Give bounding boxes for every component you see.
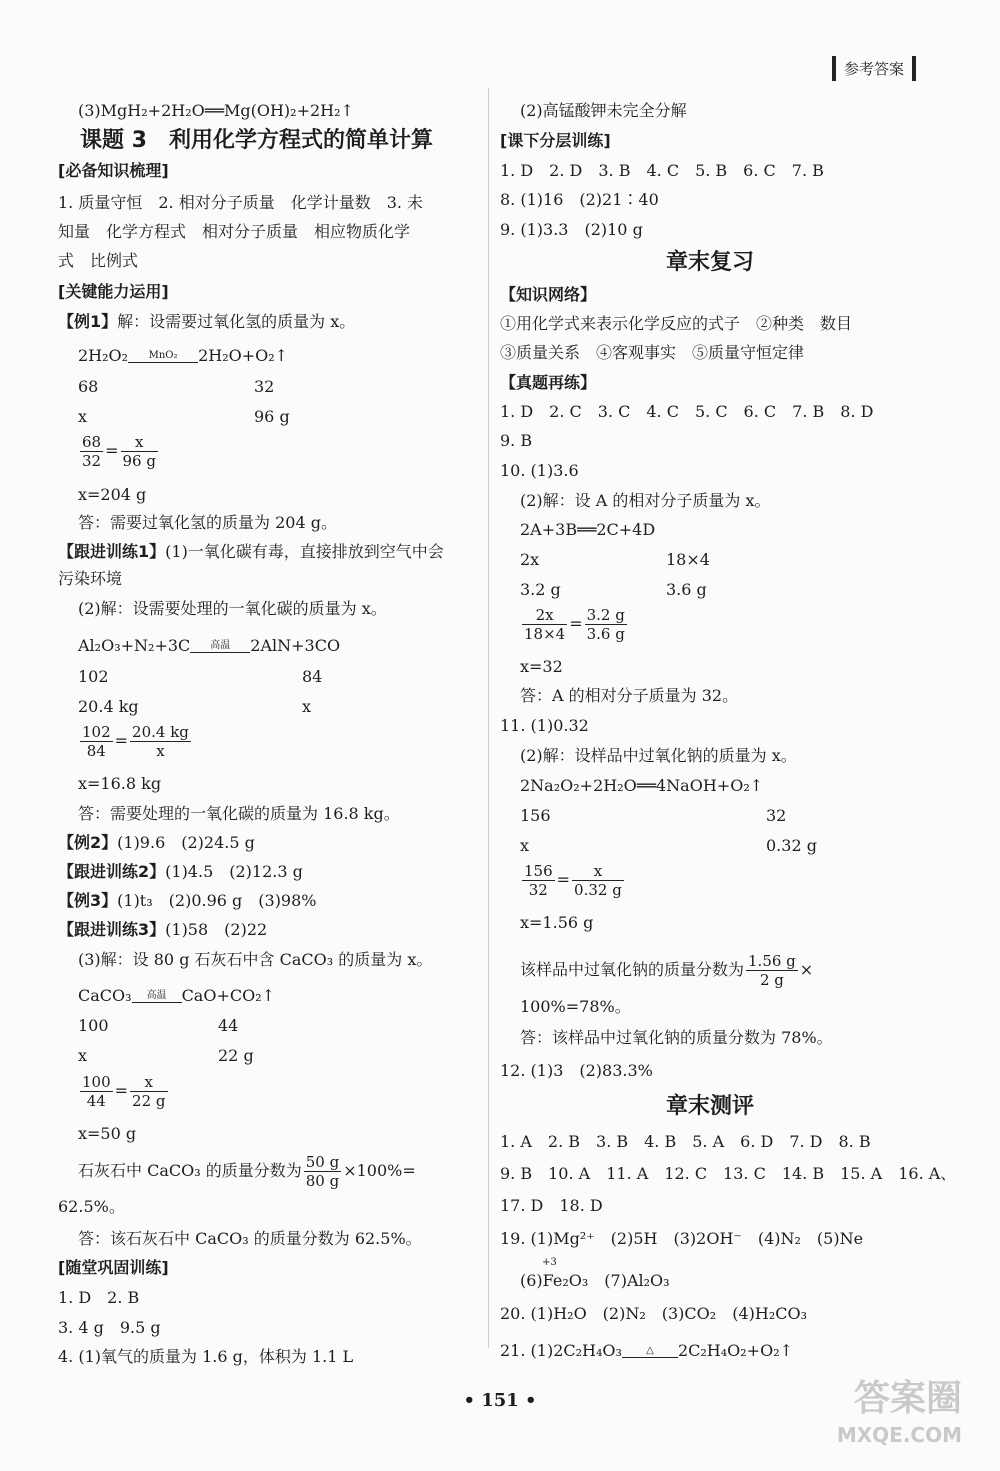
answer: 答：该样品中过氧化钠的质量分数为 78%。 — [520, 1028, 833, 1047]
text-line: (6)Fe₂O₃ (7)Al₂O₃ — [520, 1271, 670, 1290]
text-line: (2)解：设需要处理的一氧化碳的质量为 x。 — [78, 599, 387, 618]
chapter-title: 章末复习 — [665, 250, 754, 275]
text-line: 12. (1)3 (2)83.3% — [500, 1061, 653, 1080]
text-line: 9. B 10. A 11. A 12. C 13. C 14. B 15. A 16. A、 — [500, 1164, 957, 1183]
ratio-row — [78, 376, 98, 398]
fraction: $\frac{50 g}{80 g}$ — [305, 1153, 340, 1190]
text-line: 4. (1)氧气的质量为 1.6 g，体积为 1.1 L — [58, 1347, 354, 1366]
ratio-row: 100 — [78, 1016, 109, 1035]
follow-1 — [58, 541, 444, 563]
watermark-text: 答案圈 — [853, 1378, 962, 1419]
ratio-row: 102 — [78, 667, 109, 686]
label: 【例2】 — [58, 833, 118, 852]
section-title: 课题 3 利用化学方程式的简单计算 — [80, 128, 433, 153]
reaction-arrow — [622, 1346, 678, 1358]
text-line: 式 比例式 — [58, 251, 139, 270]
text-line: 9. (1)3.3 (2)10 g — [500, 220, 643, 239]
ratio-value: 32 — [254, 377, 275, 396]
fraction: $\frac{x}{22 g}$ — [132, 1073, 166, 1110]
chapter-title: 章末测评 — [665, 1094, 754, 1119]
reactants: 2H₂O₂ — [78, 346, 129, 365]
result: x=1.56 g — [520, 913, 594, 932]
label: 【跟进训练3】 — [58, 920, 166, 939]
text-line: (2)解：设 A 的相对分子质量为 x。 — [520, 491, 771, 510]
products: 2C₂H₄O₂+O₂↑ — [677, 1341, 794, 1360]
header-tag: 参考答案 — [832, 56, 916, 81]
text: 石灰石中 CaCO₃ 的质量分数为 — [78, 1161, 302, 1180]
text-line: 3. 4 g 9.5 g — [58, 1318, 161, 1337]
label: 【例3】 — [58, 891, 118, 910]
text-line: 污染环境 — [58, 569, 123, 588]
result: x=16.8 kg — [78, 774, 162, 793]
text-line: 62.5%。 — [58, 1197, 125, 1216]
example-2 — [58, 832, 255, 854]
text-line: 知量 化学方程式 相对分子质量 相应物质化学 — [58, 222, 411, 241]
proportion: $\frac{2x}{18\times 4}$ = $\frac{3.2 g}{3.6 g}$ — [524, 606, 625, 643]
text: (1)一氧化碳有毒，直接排放到空气中会 — [165, 542, 444, 561]
text-line: 17. D 18. D — [500, 1196, 603, 1215]
ratio-row: x — [78, 1046, 88, 1065]
text-line: 1. D 2. B — [58, 1288, 140, 1307]
answer: 答：A 的相对分子质量为 32。 — [520, 686, 739, 705]
ratio-row: 3.2 g — [520, 580, 561, 599]
ratio-value: 18×4 — [666, 550, 710, 569]
text-line: 1. A 2. B 3. B 4. B 5. A 6. D 7. D 8. B — [500, 1132, 871, 1151]
text-line: (2)解：设样品中过氧化钠的质量为 x。 — [520, 746, 797, 765]
ratio-value: 0.32 g — [766, 836, 817, 855]
percentage-line — [520, 952, 813, 989]
products: 2AlN+3CO — [250, 636, 341, 655]
ratio-value: 84 — [302, 667, 323, 686]
fraction: $\frac{68}{32}$ — [82, 433, 102, 470]
equation — [78, 635, 340, 657]
percentage-line — [78, 1153, 416, 1190]
reaction-arrow — [132, 991, 182, 1003]
example-1 — [58, 311, 355, 333]
section-heading: 【真题再练】 — [500, 373, 597, 392]
text-line: 9. B — [500, 431, 533, 450]
equation: 2Na₂O₂+2H₂O══4NaOH+O₂↑ — [520, 776, 764, 795]
text-line: 10. (1)3.6 — [500, 461, 579, 480]
fraction: $\frac{1.56 g}{2 g}$ — [748, 952, 796, 989]
text: (1)t₃ (2)0.96 g (3)98% — [117, 891, 317, 910]
text-line: 100%=78%。 — [520, 997, 631, 1016]
fraction: $\frac{102}{84}$ — [82, 723, 111, 760]
proportion: $\frac{102}{84}$ = $\frac{20.4 kg}{x}$ — [82, 723, 189, 760]
label: 【跟进训练1】 — [58, 542, 166, 561]
ratio-row: 2x — [520, 550, 540, 569]
equation — [500, 1340, 793, 1362]
condition: MnO₂ — [148, 349, 178, 361]
reaction-arrow — [128, 351, 198, 363]
column-divider — [488, 88, 489, 1348]
text: 该样品中过氧化钠的质量分数为 — [520, 960, 745, 979]
watermark-domain: MXQE.COM — [836, 1423, 962, 1447]
ratio-row: x — [520, 836, 530, 855]
section-heading: [必备知识梳理] — [58, 161, 169, 180]
text-line: 20. (1)H₂O (2)N₂ (3)CO₂ (4)H₂CO₃ — [500, 1304, 808, 1323]
text: ×100%= — [343, 1161, 416, 1180]
text: (1)4.5 (2)12.3 g — [165, 862, 303, 881]
follow-3 — [58, 919, 267, 941]
fraction: $\frac{3.2 g}{3.6 g}$ — [586, 606, 625, 643]
result: x=204 g — [78, 485, 147, 504]
watermark-logo — [836, 1378, 962, 1453]
products: 2H₂O+O₂↑ — [198, 346, 289, 365]
condition: 高温 — [146, 989, 167, 1001]
reactants: CaCO₃ — [78, 986, 132, 1005]
products: CaO+CO₂↑ — [181, 986, 276, 1005]
text-line: 1. 质量守恒 2. 相对分子质量 化学计量数 3. 未 — [58, 193, 424, 212]
fraction: $\frac{156}{32}$ — [524, 862, 553, 899]
result: x=32 — [520, 657, 563, 676]
text-line: ③质量关系 ④客观事实 ⑤质量守恒定律 — [500, 343, 805, 362]
text-line: (3)MgH₂+2H₂O══Mg(OH)₂+2H₂↑ — [78, 101, 354, 120]
fraction: $\frac{20.4 kg}{x}$ — [132, 723, 189, 760]
reactants: Al₂O₃+N₂+3C — [78, 636, 191, 655]
proportion: $\frac{156}{32}$ = $\frac{x}{0.32 g}$ — [524, 862, 622, 899]
text-line: 1. D 2. D 3. B 4. C 5. B 6. C 7. B — [500, 161, 824, 180]
ratio-value: 3.6 g — [666, 580, 707, 599]
section-heading: [随堂巩固训练] — [58, 1258, 169, 1277]
equation — [78, 345, 288, 367]
equation: 2A+3B══2C+4D — [520, 520, 656, 539]
text-line: 11. (1)0.32 — [500, 716, 589, 735]
text: 解：设需要过氧化氢的质量为 x。 — [117, 312, 356, 331]
ratio-value: 32 — [766, 806, 787, 825]
condition: 高温 — [210, 639, 231, 651]
answer: 答：需要处理的一氧化碳的质量为 16.8 kg。 — [78, 804, 400, 823]
text-line: 8. (1)16 (2)21∶40 — [500, 190, 659, 209]
text-line: ①用化学式来表示化学反应的式子 ②种类 数目 — [500, 314, 853, 333]
ratio-row: 156 — [520, 806, 551, 825]
value: 68 — [78, 377, 99, 396]
result: x=50 g — [78, 1124, 137, 1143]
proportion: $\frac{68}{32}$ = $\frac{x}{96 g}$ — [82, 433, 156, 470]
text-line: 19. (1)Mg²⁺ (2)5H (3)2OH⁻ (4)N₂ (5)Ne — [500, 1229, 864, 1248]
fraction: $\frac{100}{44}$ — [82, 1073, 111, 1110]
reactants: 21. (1)2C₂H₄O₃ — [500, 1341, 622, 1360]
fraction: $\frac{x}{0.32 g}$ — [574, 862, 622, 899]
fraction: $\frac{2x}{18\times 4}$ — [524, 606, 566, 643]
text-line: (2)高锰酸钾未完全分解 — [520, 101, 687, 120]
page-number: • 151 • — [463, 1390, 537, 1411]
fraction: $\frac{x}{96 g}$ — [122, 433, 156, 470]
text-line: 1. D 2. C 3. C 4. C 5. C 6. C 7. B 8. D — [500, 402, 874, 421]
ratio-value: x — [302, 697, 312, 716]
label: 【跟进训练2】 — [58, 862, 166, 881]
answer: 答：需要过氧化氢的质量为 204 g。 — [78, 513, 337, 532]
ratio-row: x — [78, 407, 88, 426]
ratio-value: 22 g — [218, 1046, 254, 1065]
proportion: $\frac{100}{44}$ = $\frac{x}{22 g}$ — [82, 1073, 166, 1110]
text: (1)58 (2)22 — [165, 920, 268, 939]
condition: △ — [646, 1344, 654, 1356]
text: × — [799, 960, 814, 979]
section-heading: 【知识网络】 — [500, 285, 597, 304]
text: (1)9.6 (2)24.5 g — [117, 833, 255, 852]
reaction-arrow — [190, 641, 250, 653]
example-3 — [58, 890, 317, 912]
ratio-value: 44 — [218, 1016, 239, 1035]
ratio-value: 96 g — [254, 407, 290, 426]
ratio-row: 20.4 kg — [78, 697, 139, 716]
answer: 答：该石灰石中 CaCO₃ 的质量分数为 62.5%。 — [78, 1229, 422, 1248]
label: 【例1】 — [58, 312, 118, 331]
section-heading: [课下分层训练] — [500, 131, 611, 150]
valence-mark: +3 — [542, 1257, 557, 1268]
equation — [78, 985, 275, 1007]
text-line: (3)解：设 80 g 石灰石中含 CaCO₃ 的质量为 x。 — [78, 950, 433, 969]
follow-2 — [58, 861, 303, 883]
section-heading: [关键能力运用] — [58, 282, 169, 301]
